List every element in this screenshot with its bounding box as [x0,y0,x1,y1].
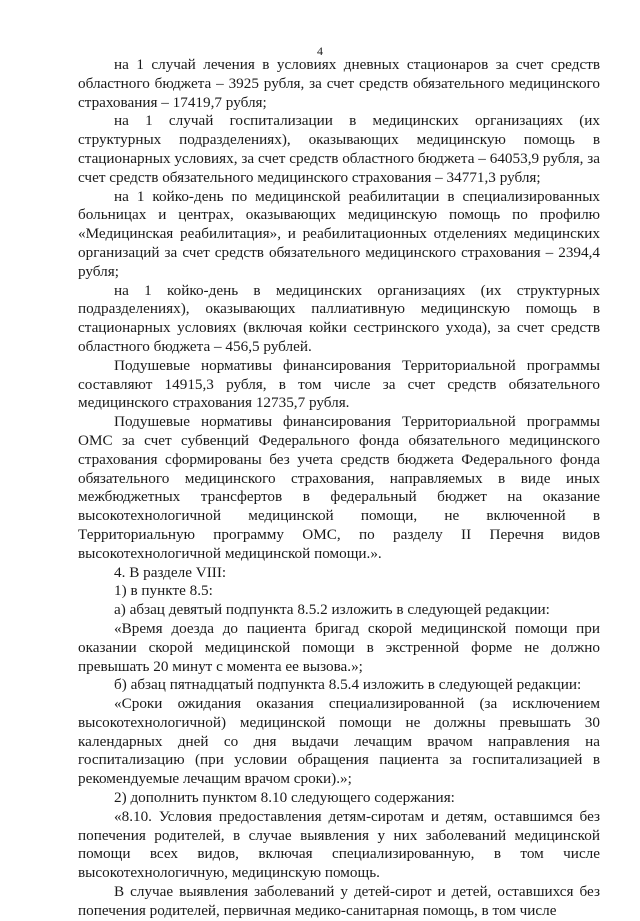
paragraph-add-item-8-10: 2) дополнить пунктом 8.10 следующего содержания: [114,789,455,807]
paragraph-subitem-8-5-4: б) абзац пятнадцатый подпункта 8.5.4 изложить в следующей редакции: [114,676,582,694]
paragraph-subitem-8-5-2: а) абзац девятый подпункта 8.5.2 изложить в следующей редакции: [114,601,550,619]
paragraph-per-capita-norms: Подушевые нормативы финансирования Территориальной программы составляют 14915,3 рубля, в том числе за счет средств обязательного медицинского страхования 12735,7 рубля. [78,356,600,412]
paragraph-item-8-5: 1) в пункте 8.5: [114,582,213,600]
paragraph-ambulance-time-quote: «Время доезда до пациента бригад скорой медицинской помощи при оказании скорой медицинской помощи в экстренной форме не должно превышать 20 минут с момента ее вызова.»; [78,619,600,675]
paragraph-section-viii: 4. В разделе VIII: [114,563,227,581]
page-number: 4 [317,44,323,58]
paragraph-oms-per-capita-norms: Подушевые нормативы финансирования Территориальной программы ОМС за счет субвенций Федерального фонда обязательного медицинского страхования сформированы без учета средств бюджета Федерального фонда обязательного медицинского страхования, направляемых в виде иных межбюджетных трансфертов в федеральный бюджет на оказание высокотехнологичной медицинской помощи, не включенной в Территориальную программу ОМС, по разделу II Перечня видов высокотехнологичной медицинской помощи.». [78,413,600,562]
paragraph-day-hospital-norms: на 1 случай лечения в условиях дневных стационаров за счет средств областного бюджета – 3925 рубля, за счет средств обязательного медицинского страхования – 17419,7 рубля; [78,56,600,111]
paragraph-hospitalization-norms: на 1 случай госпитализации в медицинских организациях (их структурных подразделениях), оказывающих медицинскую помощь в стационарных условиях, за счет средств областного бюджета – 64053,9 рубля, за счет средств обязательного медицинского страхования – 34771,3 рубля; [78,112,600,186]
paragraph-rehabilitation-norms: на 1 койко-день по медицинской реабилитации в специализированных больницах и центрах, оказывающих медицинскую помощь по профилю «Медицинская реабилитация», и реабилитационных отделениях медицинских организаций за счет средств обязательного медицинского страхования – 2394,4 рубля; [78,187,600,280]
paragraph-waiting-time-quote: «Сроки ожидания оказания специализированной (за исключением высокотехнологичной) медицинской помощи не должны превышать 30 календарных дней со дня выдачи лечащим врачом направления на госпитализацию (при условии обращения пациента за госпитализацией в рекомендуемые лечащим врачом сроки).»; [78,695,600,788]
paragraph-orphans-care: В случае выявления заболеваний у детей-сирот и детей, оставшихся без попечения родителей, первичная медико-санитарная помощь, в том числе [78,883,600,919]
paragraph-item-8-10-text: «8.10. Условия предоставления детям-сиротам и детям, оставшимся без попечения родителей, в случае выявления у них заболеваний медицинской помощи всех видов, включая специализированную, в том числе высокотехнологичную, медицинскую помощь. [78,807,600,882]
paragraph-palliative-norms: на 1 койко-день в медицинских организациях (их структурных подразделениях), оказывающих паллиативную медицинскую помощь в стационарных условиях (включая койки сестринского ухода), за счет средств областного бюджета – 456,5 рублей. [78,281,600,355]
document-body [78,56,600,921]
